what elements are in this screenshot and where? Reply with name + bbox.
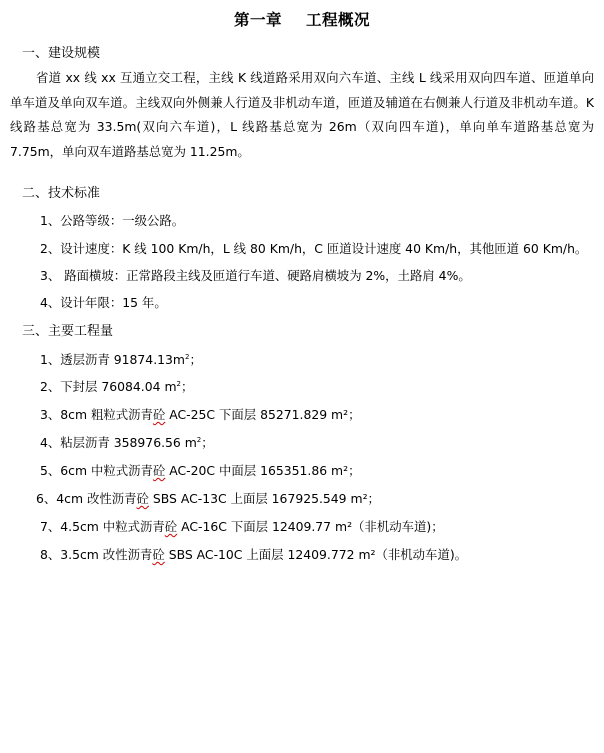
quantity-item: 7、4.5cm 中粒式沥青砼 AC-16C 下面层 12409.77 m²（非机动车道)； — [40, 519, 444, 534]
standard-item: 2、设计速度：K 线 100 Km/h，L 线 80 Km/h，C 匝道设计速度 40 Km/h，其他匝道 60 Km/h。 — [40, 241, 588, 256]
section-heading-quantities: 三、主要工程量 — [22, 324, 114, 339]
standard-item: 4、设计年限：15 年。 — [40, 295, 167, 310]
section-heading-standards: 二、技术标准 — [22, 186, 101, 201]
chapter-name: 工程概况 — [306, 10, 371, 29]
chapter-number: 第一章 — [233, 10, 282, 29]
quantity-item: 1、透层沥青 $91874.13m^2$； — [40, 352, 202, 367]
quantity-item: 8、3.5cm 改性沥青砼 SBS AC-10C 上面层 12409.772 m²（非机动车道)。 — [40, 547, 468, 562]
section-heading-scale: 一、建设规模 — [22, 46, 101, 61]
quantity-item: 6、4cm 改性沥青砼 SBS AC-13C 上面层 167925.549 m²； — [36, 491, 380, 506]
standard-item: 3、 路面横坡：正常路段主线及匝道行车道、硬路肩横坡为 2%，土路肩 4%。 — [40, 268, 471, 283]
section-paragraph-scale: 省道 xx 线 xx 互通立交工程，主线 K 线道路采用双向六车道、主线 L 线采用双向四车道、匝道单向单车道及单向双车道。主线双向外侧兼人行道及非机动车道，匝道及辅道在右侧兼人行道及非机动车道。K 线路基总宽为 33.5m(双向六车道)，L 线路基总宽为 26m（双向四车道)，单向单车道路基总宽为 7.75m，单向双车道路基总宽为 11.25m。 — [10, 70, 594, 159]
quantity-item: 2、下封层 76084.04 $m^2$； — [40, 379, 194, 394]
quantity-item: 3、8cm 粗粒式沥青砼 AC-25C 下面层 85271.829 m²； — [40, 407, 361, 422]
page-title — [0, 8, 604, 30]
quantity-item: 4、粘层沥青 358976.56 $m^2$； — [40, 435, 214, 450]
quantity-item: 5、6cm 中粒式沥青砼 AC-20C 中面层 165351.86 m²； — [40, 463, 361, 478]
standard-item: 1、公路等级：一级公路。 — [40, 213, 185, 228]
